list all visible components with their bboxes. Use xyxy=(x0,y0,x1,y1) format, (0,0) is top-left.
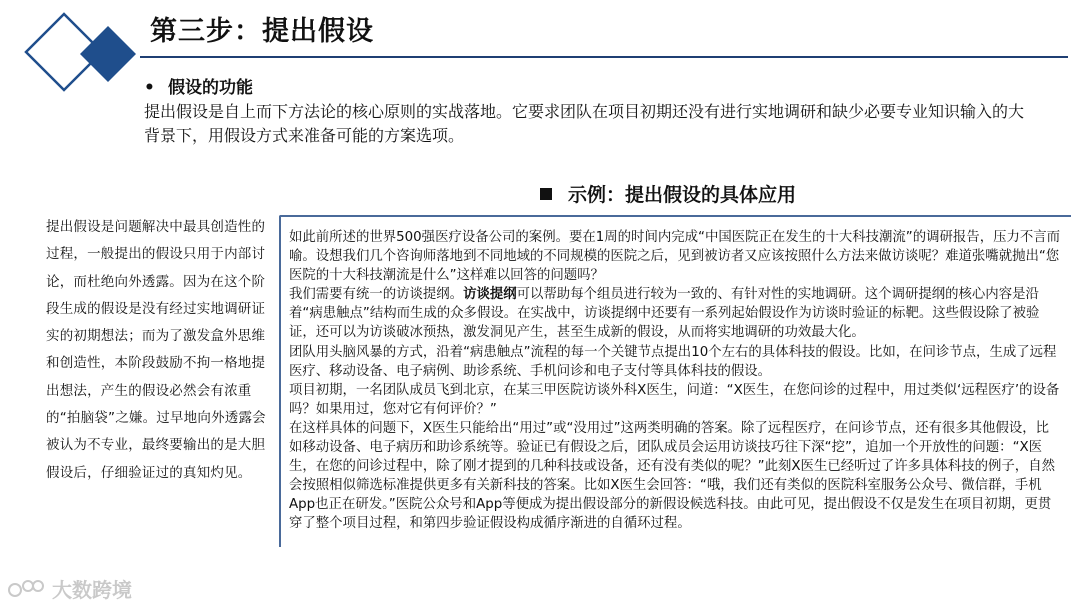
watermark-text: 大数跨境 xyxy=(52,578,132,602)
case-paragraph-1: 如此前所述的世界500强医疗设备公司的案例。要在1周的时间内完成“中国医院正在发生的十大科技潮流”的调研报告，压力不言而喻。设想我们几个咨询师落地到不同地域的不同规模的医院之后，见到被访者又应该按照什么方法来做访谈呢？难道张嘴就抛出“您医院的十大科技潮流是什么”这样难以回答的问题吗？ xyxy=(289,230,1061,284)
section-heading xyxy=(144,73,253,98)
square-bullet-icon xyxy=(540,188,552,200)
watermark xyxy=(8,574,132,603)
case-study-text xyxy=(289,228,1061,534)
case-paragraph-5: 在这样具体的问题下，X医生只能给出“用过”或“没用过”这两类明确的答案。除了远程医疗，在问诊节点，还有很多其他假设，比如移动设备、电子病历和助诊系统等。验证已有假设之后，团队成员会运用访谈技巧往下深“挖”，追加一个开放性的问题：“X医生，在您的问诊过程中，除了刚才提到的几种科技或设备，还有没有类似的呢？”此刻X医生已经听过了许多具体科技的例子，自然会按照相似筛选标准提供更多有关新科技的答案。比如X医生会回答：“哦，我们还有类似的医院科室服务公众号、微信群，手机App也正在研发。”医院公众号和App等便成为提出假设部分的新假设候选科技。由此可见，提出假设不仅是发生在项目初期，更贯穿了整个项目过程，和第四步验证假设构成循序渐进的自循环过程。 xyxy=(289,420,1055,532)
diamond-logo-icon xyxy=(18,8,138,100)
case-p2-suffix: 可以帮助每个组员进行较为一致的、有针对性的实地调研。这个调研提纲的核心内容是沿着“病患触点”结构而生成的众多假设。在实战中，访谈提纲中还要有一系列起始假设作为访谈时验证的标靶。这些假设除了被验证，还可以为访谈破冰预热，激发洞见产生，甚至生成新的假设，从而将实地调研的功效最大化。 xyxy=(289,287,1040,341)
watermark-logo-icon xyxy=(8,578,44,600)
case-paragraph-3: 团队用头脑风暴的方式，沿着“病患触点”流程的每一个关键节点提出10个左右的具体科技的假设。比如，在问诊节点，生成了远程医疗、移动设备、电子病例、助诊系统、手机问诊和电子支付等具体科技的假设。 xyxy=(289,344,1057,379)
example-heading-text: 示例：提出假设的具体应用 xyxy=(568,184,797,206)
example-heading xyxy=(540,180,796,207)
section-heading-text: 假设的功能 xyxy=(168,78,253,98)
case-p2-bold: 访谈提纲 xyxy=(463,287,517,303)
bullet-icon: • xyxy=(144,78,155,98)
page-title: 第三步：提出假设 xyxy=(150,16,374,47)
left-column-text: 提出假设是问题解决中最具创造性的过程，一般提出的假设只用于内部讨论，而杜绝向外透露。因为在这个阶段生成的假设是没有经过实地调研证实的初期想法；而为了激发盒外思维和创造性，本阶段鼓励不拘一格地提出想法，产生的假设必然会有浓重的“拍脑袋”之嫌。过早地向外透露会被认为不专业，最终要输出的是大胆假设后，仔细验证过的真知灼见。 xyxy=(46,219,266,481)
intro-paragraph: 提出假设是自上而下方法论的核心原则的实战落地。它要求团队在项目初期还没有进行实地调研和缺少必要专业知识输入的大背景下，用假设方式来准备可能的方案选项。 xyxy=(144,102,1025,145)
case-paragraph-4: 项目初期，一名团队成员飞到北京，在某三甲医院访谈外科X医生，问道：“X医生，在您问诊的过程中，用过类似‘远程医疗’的设备吗？如果用过，您对它有何评价？” xyxy=(289,382,1060,417)
case-paragraph-2 xyxy=(289,285,1061,342)
case-p2-prefix: 我们需要有统一的访谈提纲。 xyxy=(289,287,464,303)
title-divider xyxy=(140,56,1068,58)
